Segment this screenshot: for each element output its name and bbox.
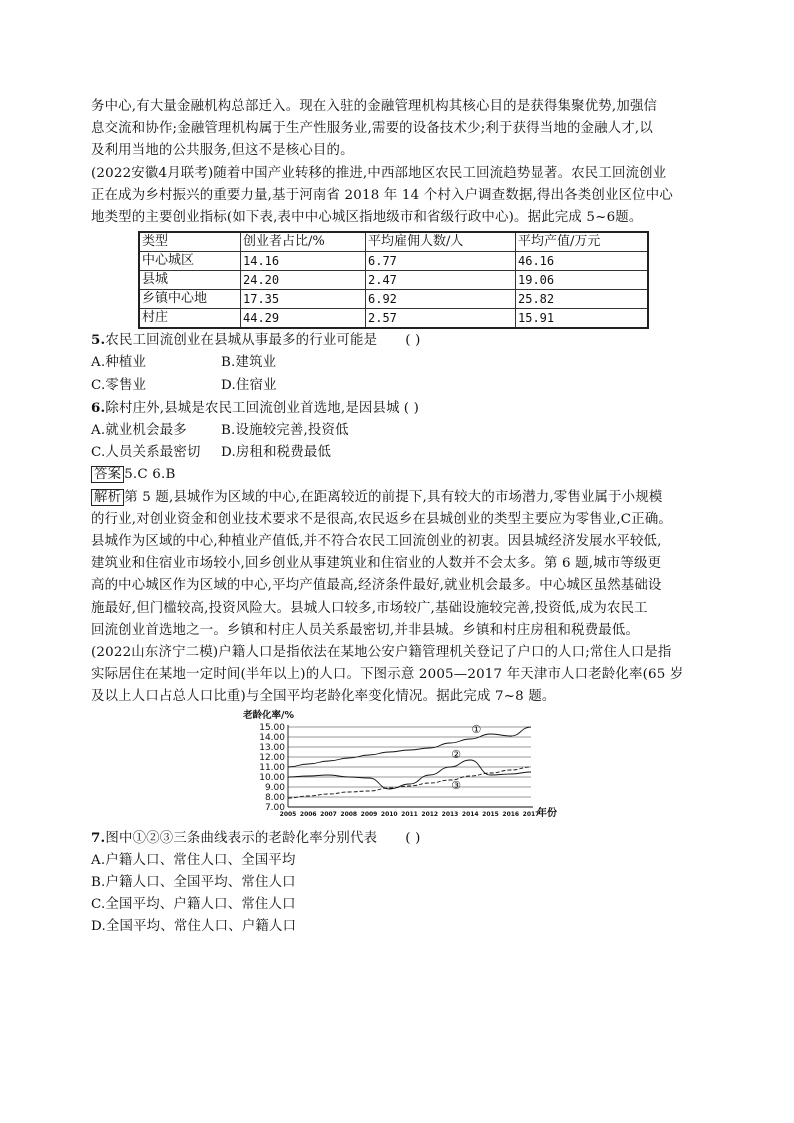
table-cell: 2.47 [366, 271, 516, 290]
option-c[interactable]: C.全国平均、户籍人口、常住人口 [91, 897, 296, 913]
option-d[interactable]: D.全国平均、常住人口、户籍人口 [91, 919, 297, 935]
table-cell: 县城 [139, 271, 241, 290]
analysis-line: 县城作为区域的中心,种植业产值低,并不符合农民工回流创业的初衷。因县城经济发展水平较低, [91, 534, 662, 550]
x-tick-label: 2013 [441, 810, 459, 818]
series-label: ② [451, 747, 461, 761]
option-a[interactable]: A.户籍人口、常住人口、全国平均 [91, 852, 296, 868]
text-line: (2022安徽4月联考)随着中国产业转移的推进,中西部地区农民工回流趋势显著。农民工回流创业 [91, 165, 667, 181]
entrepreneurship-table [138, 231, 649, 329]
y-tick-label: 11.00 [259, 762, 285, 773]
table-cell: 15.91 [516, 309, 649, 329]
y-tick-label: 15.00 [259, 722, 285, 733]
analysis-label: 解析 [91, 489, 124, 506]
analysis-text: 第 5 题,县城作为区域的中心,在距离较近的前提下,具有较大的市场潜力,零售业属于小规模 [124, 489, 663, 505]
x-tick-label: 2009 [360, 810, 378, 818]
y-tick-label: 9.00 [264, 782, 285, 793]
answer-blank: ( ) [405, 830, 421, 846]
options-row [91, 442, 703, 464]
aging-rate-chart [241, 709, 561, 827]
text-line: 及以上人口占总人口比重)与全国平均老龄化率变化情况。据此完成 7~8 题。 [91, 689, 556, 705]
text-line: (2022山东济宁二模)户籍人口是指依法在某地公安户籍管理机关登记了户口的人口;常住人口是指 [91, 645, 672, 661]
table-row [139, 271, 648, 290]
page-content [91, 96, 703, 939]
option-b[interactable]: B.建筑业 [221, 355, 277, 371]
table-header-cell: 平均产值/万元 [516, 232, 649, 252]
question-line [91, 827, 703, 850]
x-tick-label: 2015 [482, 810, 499, 818]
table-header-cell: 类型 [139, 232, 241, 252]
x-tick-label: 2010 [380, 810, 398, 818]
question-5-6-stem [91, 163, 703, 230]
table-row [139, 252, 648, 271]
question-text: 除村庄外,县城是农民工回流创业首选地,是因县城 [105, 400, 400, 416]
table-cell: 2.57 [366, 309, 516, 329]
y-tick-label: 13.00 [259, 742, 285, 753]
question-5 [91, 329, 703, 397]
options-row [91, 420, 703, 442]
x-tick-label: 2007 [320, 810, 337, 818]
option-d[interactable]: D.房租和税费最低 [221, 445, 332, 461]
analysis-line [91, 487, 703, 509]
option-a[interactable]: A.种植业 [91, 355, 147, 371]
question-line [91, 329, 703, 352]
table-cell: 19.06 [516, 271, 649, 290]
text-line: 实际居住在某地一定时间(半年以上)的人口。下图示意 2005—2017 年天津市人口老龄化率(65 岁 [91, 667, 684, 683]
x-tick-label: 2006 [299, 810, 317, 818]
table-cell: 村庄 [139, 309, 241, 329]
table-cell: 17.35 [241, 290, 366, 309]
option-b[interactable]: B.设施较完善,投资低 [221, 423, 349, 439]
table-cell: 6.77 [366, 252, 516, 271]
options-row [91, 352, 703, 374]
question-number: 5. [91, 332, 106, 349]
question-7-8-stem [91, 642, 703, 709]
option-c[interactable]: C.人员关系最密切 [91, 445, 201, 461]
table-header-row [139, 232, 648, 252]
y-tick-label: 8.00 [264, 792, 285, 803]
analysis-line: 回流创业首选地之一。乡镇和村庄人员关系最密切,并非县城。乡镇和村庄房租和税费最低。 [91, 622, 640, 638]
table-cell: 乡镇中心地 [139, 290, 241, 309]
text-line: 地类型的主要创业指标(如下表,表中中心城区指地级市和省级行政中心)。据此完成 5~6题。 [91, 210, 643, 226]
table-header-cell: 创业者占比/% [241, 232, 366, 252]
answer-blank: ( ) [405, 333, 421, 349]
x-tick-label: 2016 [502, 810, 520, 818]
question-6 [91, 397, 703, 465]
question-text: 农民工回流创业在县城从事最多的行业可能是 [105, 333, 378, 349]
x-tick-label: 2017 [522, 810, 540, 818]
question-number: 6. [91, 399, 106, 416]
table-header-cell: 平均雇佣人数/人 [366, 232, 516, 252]
x-tick-label: 2005 [279, 810, 297, 818]
answer-blank: ( ) [403, 400, 420, 416]
x-tick-label: 2012 [421, 810, 439, 818]
question-7 [91, 827, 703, 939]
x-tick-label: 2008 [340, 810, 358, 818]
y-tick-label: 10.00 [259, 772, 285, 783]
answer-line [91, 464, 703, 486]
option-d[interactable]: D.住宿业 [221, 377, 277, 393]
table-row [139, 309, 648, 329]
text-line: 息交流和协作;金融管理机构属于生产性服务业,需要的设备技术少;利于获得当地的金融人才,以 [91, 121, 653, 137]
answer-label: 答案 [91, 466, 124, 483]
question-line [91, 397, 703, 420]
table-cell: 46.16 [516, 252, 649, 271]
series-line-3 [288, 767, 531, 798]
table-cell: 6.92 [366, 290, 516, 309]
analysis-line: 施最好,但门槛较高,投资风险大。县城人口较多,市场较广,基础设施较完善,投资低,成为农民工 [91, 600, 648, 616]
text-line: 正在成为乡村振兴的重要力量,基于河南省 2018 年 14 个村入户调查数据,得出各类创业区位中心 [91, 187, 673, 203]
x-axis-label: 年份 [537, 807, 557, 819]
table-row [139, 290, 648, 309]
analysis-line: 高的中心城区作为区域的中心,平均产值最高,经济条件最好,就业机会最多。中心城区虽然基础设 [91, 578, 662, 594]
table-cell: 44.29 [241, 309, 366, 329]
y-tick-label: 14.00 [259, 732, 285, 743]
text-line: 及利用当地的公共服务,但这不是核心目的。 [91, 143, 354, 159]
question-number: 7. [91, 829, 106, 846]
option-c[interactable]: C.零售业 [91, 377, 147, 393]
table-cell: 24.20 [241, 271, 366, 290]
table-cell: 14.16 [241, 252, 366, 271]
y-tick-label: 12.00 [259, 752, 285, 763]
option-a[interactable]: A.就业机会最多 [91, 423, 187, 439]
options-row [91, 375, 703, 397]
answer-text: 5.C 6.B [124, 467, 176, 483]
x-tick-label: 2014 [461, 810, 479, 818]
table-cell: 中心城区 [139, 252, 241, 271]
analysis-line: 建筑业和住宿业市场较小,回乡创业从事建筑业和住宿业的人数并不会太多。第 6 题,城市等级更 [91, 556, 662, 572]
y-tick-label: 7.00 [264, 802, 285, 813]
series-label: ③ [451, 778, 461, 792]
text-line: 务中心,有大量金融机构总部迁入。现在入驻的金融管理机构其核心目的是获得集聚优势,加强信 [91, 99, 658, 114]
table-cell: 25.82 [516, 290, 649, 309]
option-b[interactable]: B.户籍人口、全国平均、常住人口 [91, 875, 296, 891]
intro-paragraph [91, 96, 703, 163]
x-tick-label: 2011 [401, 810, 418, 818]
analysis-line: 的行业,对创业资金和创业技术要求不是很高,农民返乡在县城创业的类型主要应为零售业,C正确。 [91, 511, 673, 527]
y-axis-label: 老龄化率/% [243, 709, 294, 721]
series-label: ① [471, 722, 482, 736]
question-text: 图中①②③三条曲线表示的老龄化率分别代表 [105, 830, 378, 846]
series-line-2 [288, 760, 531, 789]
analysis-block [91, 487, 703, 642]
